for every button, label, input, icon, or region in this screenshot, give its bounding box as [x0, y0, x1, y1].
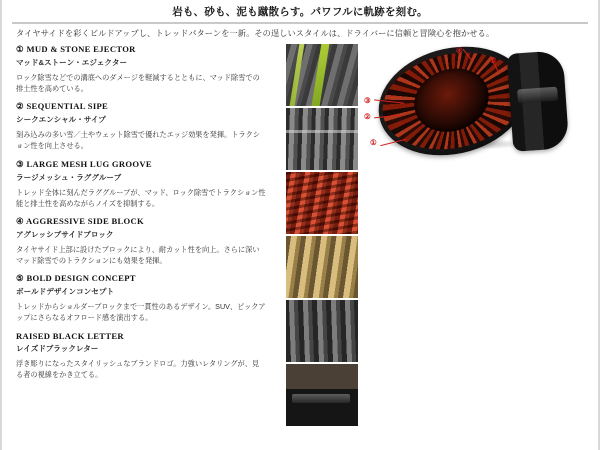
tread-photo-mud-stone-ejector	[286, 44, 358, 106]
feature-item	[16, 216, 284, 266]
header-divider	[12, 22, 588, 24]
feature-item	[16, 44, 284, 94]
feature-description: 浮き彫りになったスタイリッシュなブランドロゴ。力強いレタリングが、見る者の視線をかき立てる。	[16, 358, 260, 379]
feature-subtitle: マッド&ストーン・エジェクター	[16, 58, 128, 67]
feature-title: ① MUD & STONE EJECTOR	[16, 44, 136, 54]
callout-number-1: ①	[370, 138, 377, 147]
feature-subtitle: アグレッシブサイドブロック	[16, 229, 114, 239]
feature-subtitle: ボールドデザインコンセプト	[16, 287, 115, 297]
feature-item	[16, 159, 284, 209]
callout-number-5: ⑤	[490, 56, 497, 65]
feature-description: トレッドからショルダーブロックまで一貫性のあるデザイン。SUV、ピックアップにさらなるオフロード感を演出する。	[16, 302, 266, 323]
feature-title: ⑤ BOLD DESIGN CONCEPT	[16, 273, 136, 284]
tire-product-photo	[364, 46, 588, 158]
feature-description: 刻み込みの多い雪／土やウェット除雪で優れたエッジ効果を発揮。トラクション性を向上させる。	[16, 130, 260, 151]
page-headline: 岩も、砂も、泥も蹴散らす。パワフルに軌跡を刻む。	[172, 6, 428, 18]
feature-item	[16, 273, 284, 323]
feature-title: ④ AGGRESSIVE SIDE BLOCK	[16, 215, 145, 226]
feature-subtitle: ラージメッシュ・ラググルーブ	[16, 172, 122, 182]
sidewall-photo-raised-black-letter	[286, 364, 358, 426]
callout-number-3: ③	[364, 96, 371, 105]
tire-sidewall	[507, 50, 570, 152]
feature-title: ③ LARGE MESH LUG GROOVE	[16, 158, 152, 169]
callout-number-4: ④	[456, 46, 463, 55]
feature-list	[16, 44, 284, 387]
feature-title: RAISED BLACK LETTER	[16, 330, 124, 341]
feature-photo-strip	[286, 44, 358, 428]
feature-title: ② SEQUENTIAL SIPE	[16, 101, 109, 112]
feature-item	[16, 101, 284, 151]
feature-subtitle: シークエンシャル・サイプ	[16, 115, 106, 125]
tread-photo-bold-design-concept	[286, 300, 358, 362]
feature-description: タイヤサイド上部に設けたブロックにより、耐カット性を向上。さらに深いマッド除雪でのトラクションにも効果を発揮。	[16, 244, 260, 266]
page-subheadline: タイヤサイドを彩くビルドアップし、トレッドパターンを一新。その逞しいスタイルは、ドライバーに信頼と冒険心を抱かせる。	[16, 29, 495, 38]
tread-photo-aggressive-side-block	[286, 236, 358, 298]
callout-number-2: ②	[364, 112, 371, 121]
feature-description: ロック除雪などでの溝底へのダメージを軽減するとともに、マッド除雪での排土性を高めている。	[16, 73, 260, 94]
feature-item	[16, 331, 284, 380]
feature-description: トレッド全体に刻んだラググルーブが、マッド、ロック除雪でトラクション性能と排土性を高めながらノイズを抑制する。	[16, 187, 266, 208]
tread-photo-sequential-sipe	[286, 108, 358, 170]
tread-photo-large-mesh-lug-groove	[286, 172, 358, 234]
feature-subtitle: レイズドブラックレター	[16, 343, 99, 353]
